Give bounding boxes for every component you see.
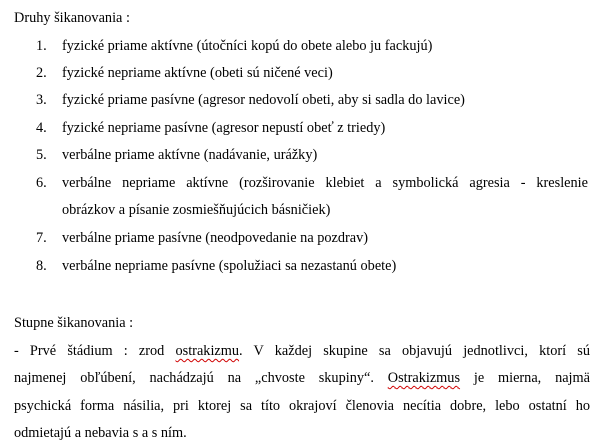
paragraph-text: najmenej obľúbení, nachádzajú na „chvoste skupiny“. [14,370,388,386]
paragraph-line: psychická forma násilia, pri ktorej sa títo okrajoví členovia necítia dobre, lebo ostatní ho [14,398,590,414]
list-item-text: verbálne priame aktívne (nadávanie, urážky) [62,147,318,163]
paragraph-text: je mierna, najmä [460,370,590,386]
list-number: 8. [36,258,47,274]
list-item-text: fyzické nepriame pasívne (agresor nepustí obeť z triedy) [62,120,386,136]
list-item-text: verbálne nepriame pasívne (spolužiaci sa nezastanú obete) [62,258,397,274]
list-number: 3. [36,92,47,108]
paragraph-line [14,341,590,361]
spellcheck-word: ostrakizmu [175,343,240,359]
paragraph-line: odmietajú a nebavia s a s ním. [14,425,187,441]
list-number: 2. [36,65,47,81]
list-number: 1. [36,38,47,54]
paragraph-line [14,368,590,388]
stages-heading: Stupne šikanovania : [14,315,134,331]
spellcheck-word: Ostrakizmus [387,370,461,386]
list-item-text [62,173,588,220]
list-item-text: fyzické priame pasívne (agresor nedovolí obeti, aby si sadla do lavice) [62,92,465,108]
list-item-text-line2: obrázkov a písanie zosmiešňujúcich básničiek) [62,202,331,218]
list-item-text: fyzické nepriame aktívne (obeti sú ničené veci) [62,65,333,81]
list-item-text-line1: verbálne nepriame aktívne (rozširovanie klebiet a symbolická agresia - kreslenie [62,175,588,191]
types-heading: Druhy šikanovania : [14,10,130,26]
list-number: 4. [36,120,47,136]
list-number: 5. [36,147,47,163]
list-item-text: fyzické priame aktívne (útočníci kopú do obete alebo ju fackujú) [62,38,433,54]
paragraph-text: . V každej skupine sa objavujú jednotlivci, ktorí sú [239,343,590,359]
paragraph-text: - Prvé štádium : zrod [14,343,176,359]
list-number: 7. [36,230,47,246]
list-number: 6. [36,175,47,191]
list-item-text: verbálne priame pasívne (neodpovedanie na pozdrav) [62,230,369,246]
